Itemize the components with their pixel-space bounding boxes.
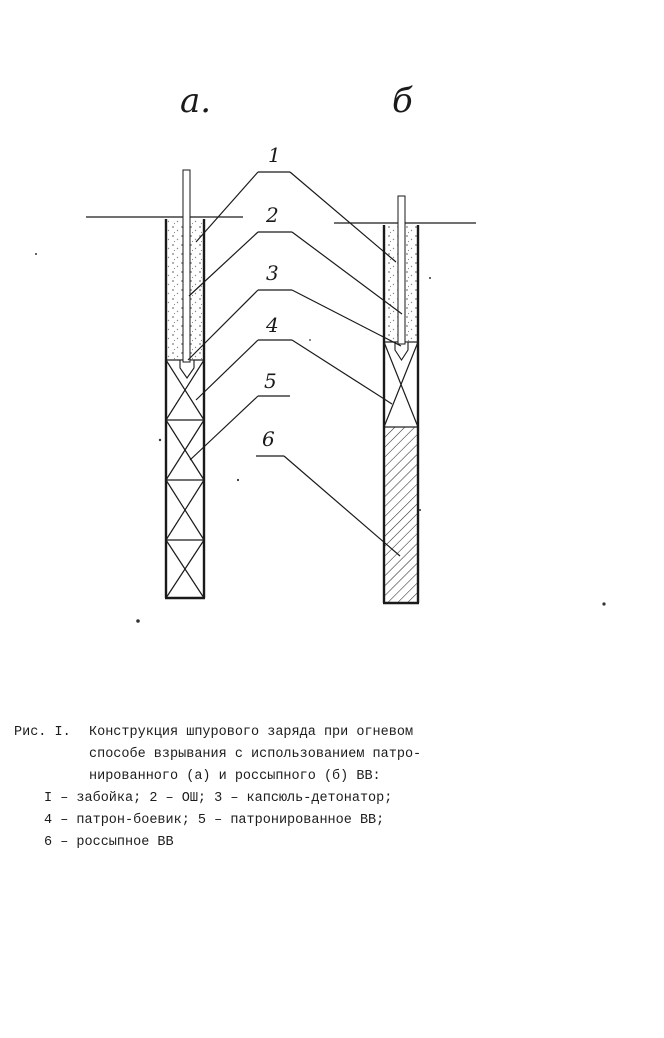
- legend-line-1: I – забойка; 2 – ОШ; 3 – капсюль-детонатор;: [44, 791, 393, 806]
- callout-2-label: 2: [266, 203, 279, 227]
- caption-title-text-1: Конструкция шпурового заряда при огневом: [89, 725, 414, 740]
- callout-3-label: 3: [266, 261, 279, 285]
- cartridges-a: [166, 360, 204, 598]
- caption-title-line-1: [14, 722, 534, 744]
- caption-title-line-3: нированного (а) и россыпного (б) ВВ:: [89, 769, 381, 784]
- variant-b-label: б: [392, 81, 413, 121]
- callout-1-label: 1: [268, 143, 281, 167]
- borehole-b: [383, 196, 419, 603]
- callout-4-label: 4: [266, 313, 279, 337]
- callout-6-label: 6: [262, 427, 275, 451]
- variant-a-label: а.: [180, 81, 212, 121]
- borehole-a: [165, 170, 205, 598]
- scan-specks: [35, 253, 606, 623]
- loose-explosive-b: [384, 427, 418, 603]
- callout-5-label: 5: [264, 369, 277, 393]
- caption-title-line-2: способе взрывания с использованием патро-: [89, 747, 422, 762]
- callouts: [188, 172, 402, 556]
- legend-line-2: 4 – патрон-боевик; 5 – патронированное ВВ;: [44, 813, 385, 828]
- figure-caption: [14, 722, 534, 854]
- figure-label: Рис. I.: [14, 725, 71, 740]
- fuse-b: [398, 196, 405, 344]
- fuse-a: [183, 170, 190, 362]
- legend-line-3: 6 – россыпное ВВ: [44, 835, 174, 850]
